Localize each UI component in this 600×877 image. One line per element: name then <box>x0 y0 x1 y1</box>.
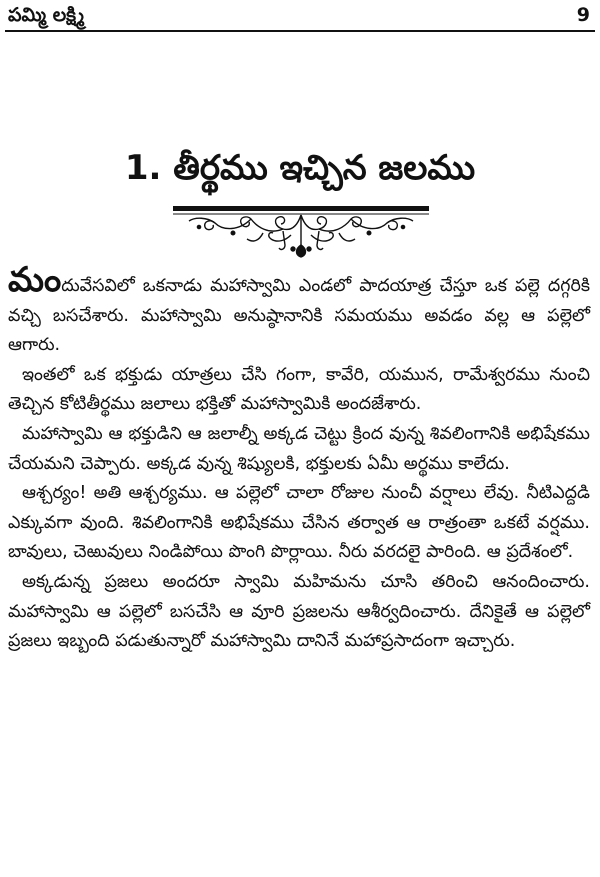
chapter-title: 1. తీర్థము ఇచ్చిన జలము <box>124 148 476 188</box>
header-rule <box>5 30 595 32</box>
drop-cap: మం <box>8 260 62 300</box>
paragraph <box>8 260 590 361</box>
running-header-author: పమ్మి లక్ష్మి <box>8 4 85 26</box>
paragraph-text: దువేసవిలో ఒకనాడు మహాస్వామి ఎండలో పాదయాత్ర చేస్తూ ఒక పల్లె దగ్గరికి వచ్చి బసచేశారు. మహాస్వామి అనుష్ఠానానికి సమయము అవడం వల్ల ఆ పల్లెలో ఆగారు. <box>8 276 590 356</box>
running-header <box>0 0 600 32</box>
chapter-body <box>8 260 590 657</box>
ornamental-divider <box>173 205 429 259</box>
paragraph: అక్కడున్న ప్రజలు అందరూ స్వామి మహిమను చూసి తరించి ఆనందించారు. మహాస్వామి ఆ పల్లెలో బసచేసి ఆ వూరి ప్రజలను ఆశీర్వదించారు. దేనికైతే ఆ పల్లెలో ప్రజలు ఇబ్బంది పడుతున్నారో మహాస్వామి దానినే మహాప్రసాదంగా ఇచ్చారు. <box>8 571 590 652</box>
paragraph: ఆశ్చర్యం! అతి ఆశ్చర్యము. ఆ పల్లెలో చాలా రోజుల నుంచీ వర్షాలు లేవు. నీటిఎద్దడి ఎక్కువగా వుంది. శివలింగానికి అభిషేకము చేసిన తర్వాత ఆ రాత్రంతా ఒకటే వర్షము. బావులు, చెఱువులు నిండిపోయి పొంగి పొర్లాయి. నీరు వరదలై పారింది. ఆ ప్రదేశంలో. <box>8 483 590 563</box>
paragraph: మహాస్వామి ఆ భక్తుడిని ఆ జలాల్నీ అక్కడ చెట్టు క్రింద వున్న శివలింగానికి అభిషేకము చేయమని చెప్పారు. అక్కడ వున్న శిష్యులకి, భక్తులకు ఏమీ అర్థము కాలేదు. <box>8 423 590 474</box>
paragraph: ఇంతలో ఒక భక్తుడు యాత్రలు చేసి గంగా, కావేరి, యమున, రామేశ్వరము నుంచి తెచ్చిన కోటితీర్థము జలాలు భక్తితో మహాస్వామికి అందజేశారు. <box>8 364 590 415</box>
page-number: 9 <box>576 4 590 26</box>
